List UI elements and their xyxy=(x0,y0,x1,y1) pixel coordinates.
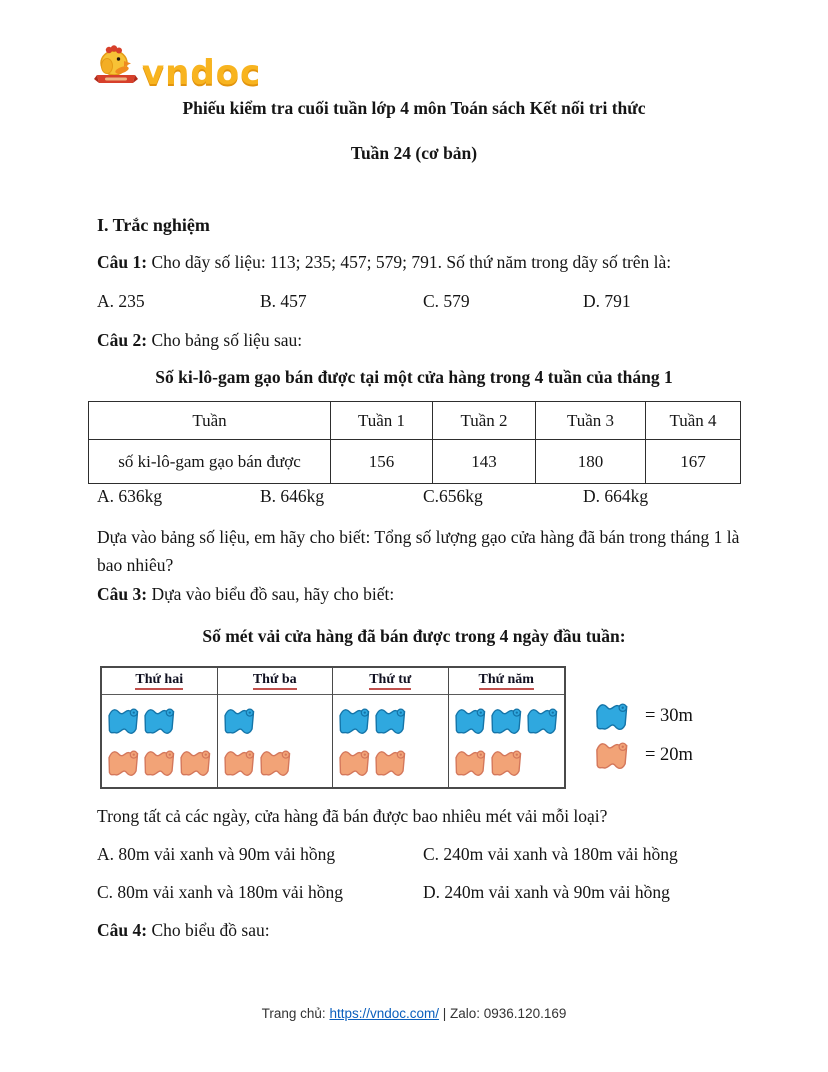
q2-data-table-wrap xyxy=(88,401,741,484)
fabric-roll-icon xyxy=(489,745,524,781)
q1-option-d: D. 791 xyxy=(583,291,631,311)
table-value-cell: 156 xyxy=(331,440,433,484)
fabric-roll-icon xyxy=(453,745,488,781)
q2-option-a: A. 636kg xyxy=(97,486,163,506)
pictograph-day-header: Thứ tư xyxy=(333,668,448,695)
pictograph-series-row xyxy=(453,742,564,784)
table-data-row xyxy=(89,440,741,484)
q4-label: Câu 4: xyxy=(97,920,148,940)
logo-wordmark: vndoc xyxy=(142,53,262,93)
fabric-roll-icon xyxy=(142,703,177,739)
q3-option-c-left: C. 80m vải xanh và 180m vải hồng xyxy=(97,882,343,902)
q2-option-c: C.656kg xyxy=(423,486,483,506)
fabric-roll-icon xyxy=(592,738,632,773)
fabric-roll-icon xyxy=(106,745,141,781)
q1-option-c: C. 579 xyxy=(423,291,470,311)
footer-home-label: Trang chủ: xyxy=(261,1006,330,1021)
fabric-roll-icon xyxy=(178,745,213,781)
pictograph-cell xyxy=(333,695,448,787)
pictograph-legend xyxy=(592,699,693,773)
table-header-cell: Tuần 4 xyxy=(646,402,741,440)
question-3 xyxy=(97,584,757,605)
q3-option-c-right: C. 240m vải xanh và 180m vải hồng xyxy=(423,844,678,864)
q2-options xyxy=(97,486,777,507)
exam-title: Phiếu kiểm tra cuối tuần lớp 4 môn Toán sách Kết nối tri thức xyxy=(182,98,646,118)
q2-label: Câu 2: xyxy=(97,330,148,350)
table-header-cell: Tuần 1 xyxy=(331,402,433,440)
q1-option-a: A. 235 xyxy=(97,291,145,311)
pictograph xyxy=(100,666,566,789)
q3-option-a: A. 80m vải xanh và 90m vải hồng xyxy=(97,844,336,864)
section-heading: I. Trắc nghiệm xyxy=(97,215,210,235)
footer-zalo: | Zalo: 0936.120.169 xyxy=(439,1006,567,1021)
q3-label: Câu 3: xyxy=(97,584,148,604)
footer-link[interactable]: https://vndoc.com/ xyxy=(329,1006,439,1021)
pictograph-series-row xyxy=(106,742,216,784)
pictograph-day-header: Thứ ba xyxy=(218,668,333,695)
fabric-roll-icon xyxy=(592,699,632,734)
q3-question: Trong tất cả các ngày, cửa hàng đã bán được bao nhiêu mét vải mỗi loại? xyxy=(97,806,608,826)
pictograph-series-row xyxy=(337,700,447,742)
fabric-roll-icon xyxy=(453,703,488,739)
question-1 xyxy=(97,252,757,273)
table-header-cell: Tuần 3 xyxy=(536,402,646,440)
table-header-row xyxy=(89,402,741,440)
q3-option-d: D. 240m vải xanh và 90m vải hồng xyxy=(423,882,670,902)
q1-text: Cho dãy số liệu: 113; 235; 457; 579; 791. Số thứ năm trong dãy số trên là: xyxy=(151,252,672,272)
question-2 xyxy=(97,330,757,351)
legend-item xyxy=(592,699,693,734)
vndoc-logo xyxy=(93,42,262,93)
pictograph-series-row xyxy=(337,742,447,784)
pictograph-column xyxy=(218,668,334,787)
pictograph-series-row xyxy=(222,742,332,784)
q4-text: Cho biểu đồ sau: xyxy=(151,920,270,940)
fabric-roll-icon xyxy=(106,703,141,739)
q3-text: Dựa vào biểu đồ sau, hãy cho biết: xyxy=(151,584,395,604)
q1-options xyxy=(97,291,777,312)
table-row-label: số ki-lô-gam gạo bán được xyxy=(89,440,331,484)
q2-followup: Dựa vào bảng số liệu, em hãy cho biết: Tổng số lượng gạo cửa hàng đã bán trong tháng 1 là bao nhiêu? xyxy=(97,527,740,576)
fabric-roll-icon xyxy=(258,745,293,781)
fabric-roll-icon xyxy=(222,703,257,739)
q2-table-title: Số ki-lô-gam gạo bán được tại một cửa hàng trong 4 tuần của tháng 1 xyxy=(155,367,673,387)
table-value-cell: 143 xyxy=(433,440,536,484)
fabric-roll-icon xyxy=(373,745,408,781)
legend-item xyxy=(592,738,693,773)
footer xyxy=(0,1006,828,1021)
q3-options xyxy=(97,844,678,903)
pictograph-column xyxy=(102,668,218,787)
fabric-roll-icon xyxy=(489,703,524,739)
fabric-roll-icon xyxy=(337,745,372,781)
pictograph-series-row xyxy=(453,700,564,742)
pictograph-cell xyxy=(102,695,217,787)
q1-label: Câu 1: xyxy=(97,252,148,272)
fabric-roll-icon xyxy=(222,745,257,781)
pictograph-cell xyxy=(218,695,333,787)
pictograph-series-row xyxy=(222,700,332,742)
table-header-cell: Tuần xyxy=(89,402,331,440)
pictograph-day-header: Thứ năm xyxy=(449,668,565,695)
legend-label: = 20m xyxy=(645,745,693,765)
exam-subtitle: Tuần 24 (cơ bản) xyxy=(350,143,478,163)
table-header-cell: Tuần 2 xyxy=(433,402,536,440)
fabric-roll-icon xyxy=(525,703,560,739)
legend-label: = 30m xyxy=(645,706,693,726)
q2-text: Cho bảng số liệu sau: xyxy=(151,330,303,350)
fabric-roll-icon xyxy=(337,703,372,739)
pictograph-cell xyxy=(449,695,565,787)
fabric-roll-icon xyxy=(373,703,408,739)
rooster-mascot-icon xyxy=(93,42,139,90)
table-value-cell: 167 xyxy=(646,440,741,484)
pictograph-column xyxy=(333,668,449,787)
question-4 xyxy=(97,920,757,941)
fabric-roll-icon xyxy=(142,745,177,781)
q2-option-d: D. 664kg xyxy=(583,486,649,506)
table-value-cell: 180 xyxy=(536,440,646,484)
chart-title: Số mét vải cửa hàng đã bán được trong 4 ngày đầu tuần: xyxy=(202,626,626,646)
q1-option-b: B. 457 xyxy=(260,291,307,311)
pictograph-day-header: Thứ hai xyxy=(102,668,217,695)
q2-option-b: B. 646kg xyxy=(260,486,325,506)
data-table xyxy=(88,401,741,484)
pictograph-series-row xyxy=(106,700,216,742)
pictograph-column xyxy=(449,668,565,787)
